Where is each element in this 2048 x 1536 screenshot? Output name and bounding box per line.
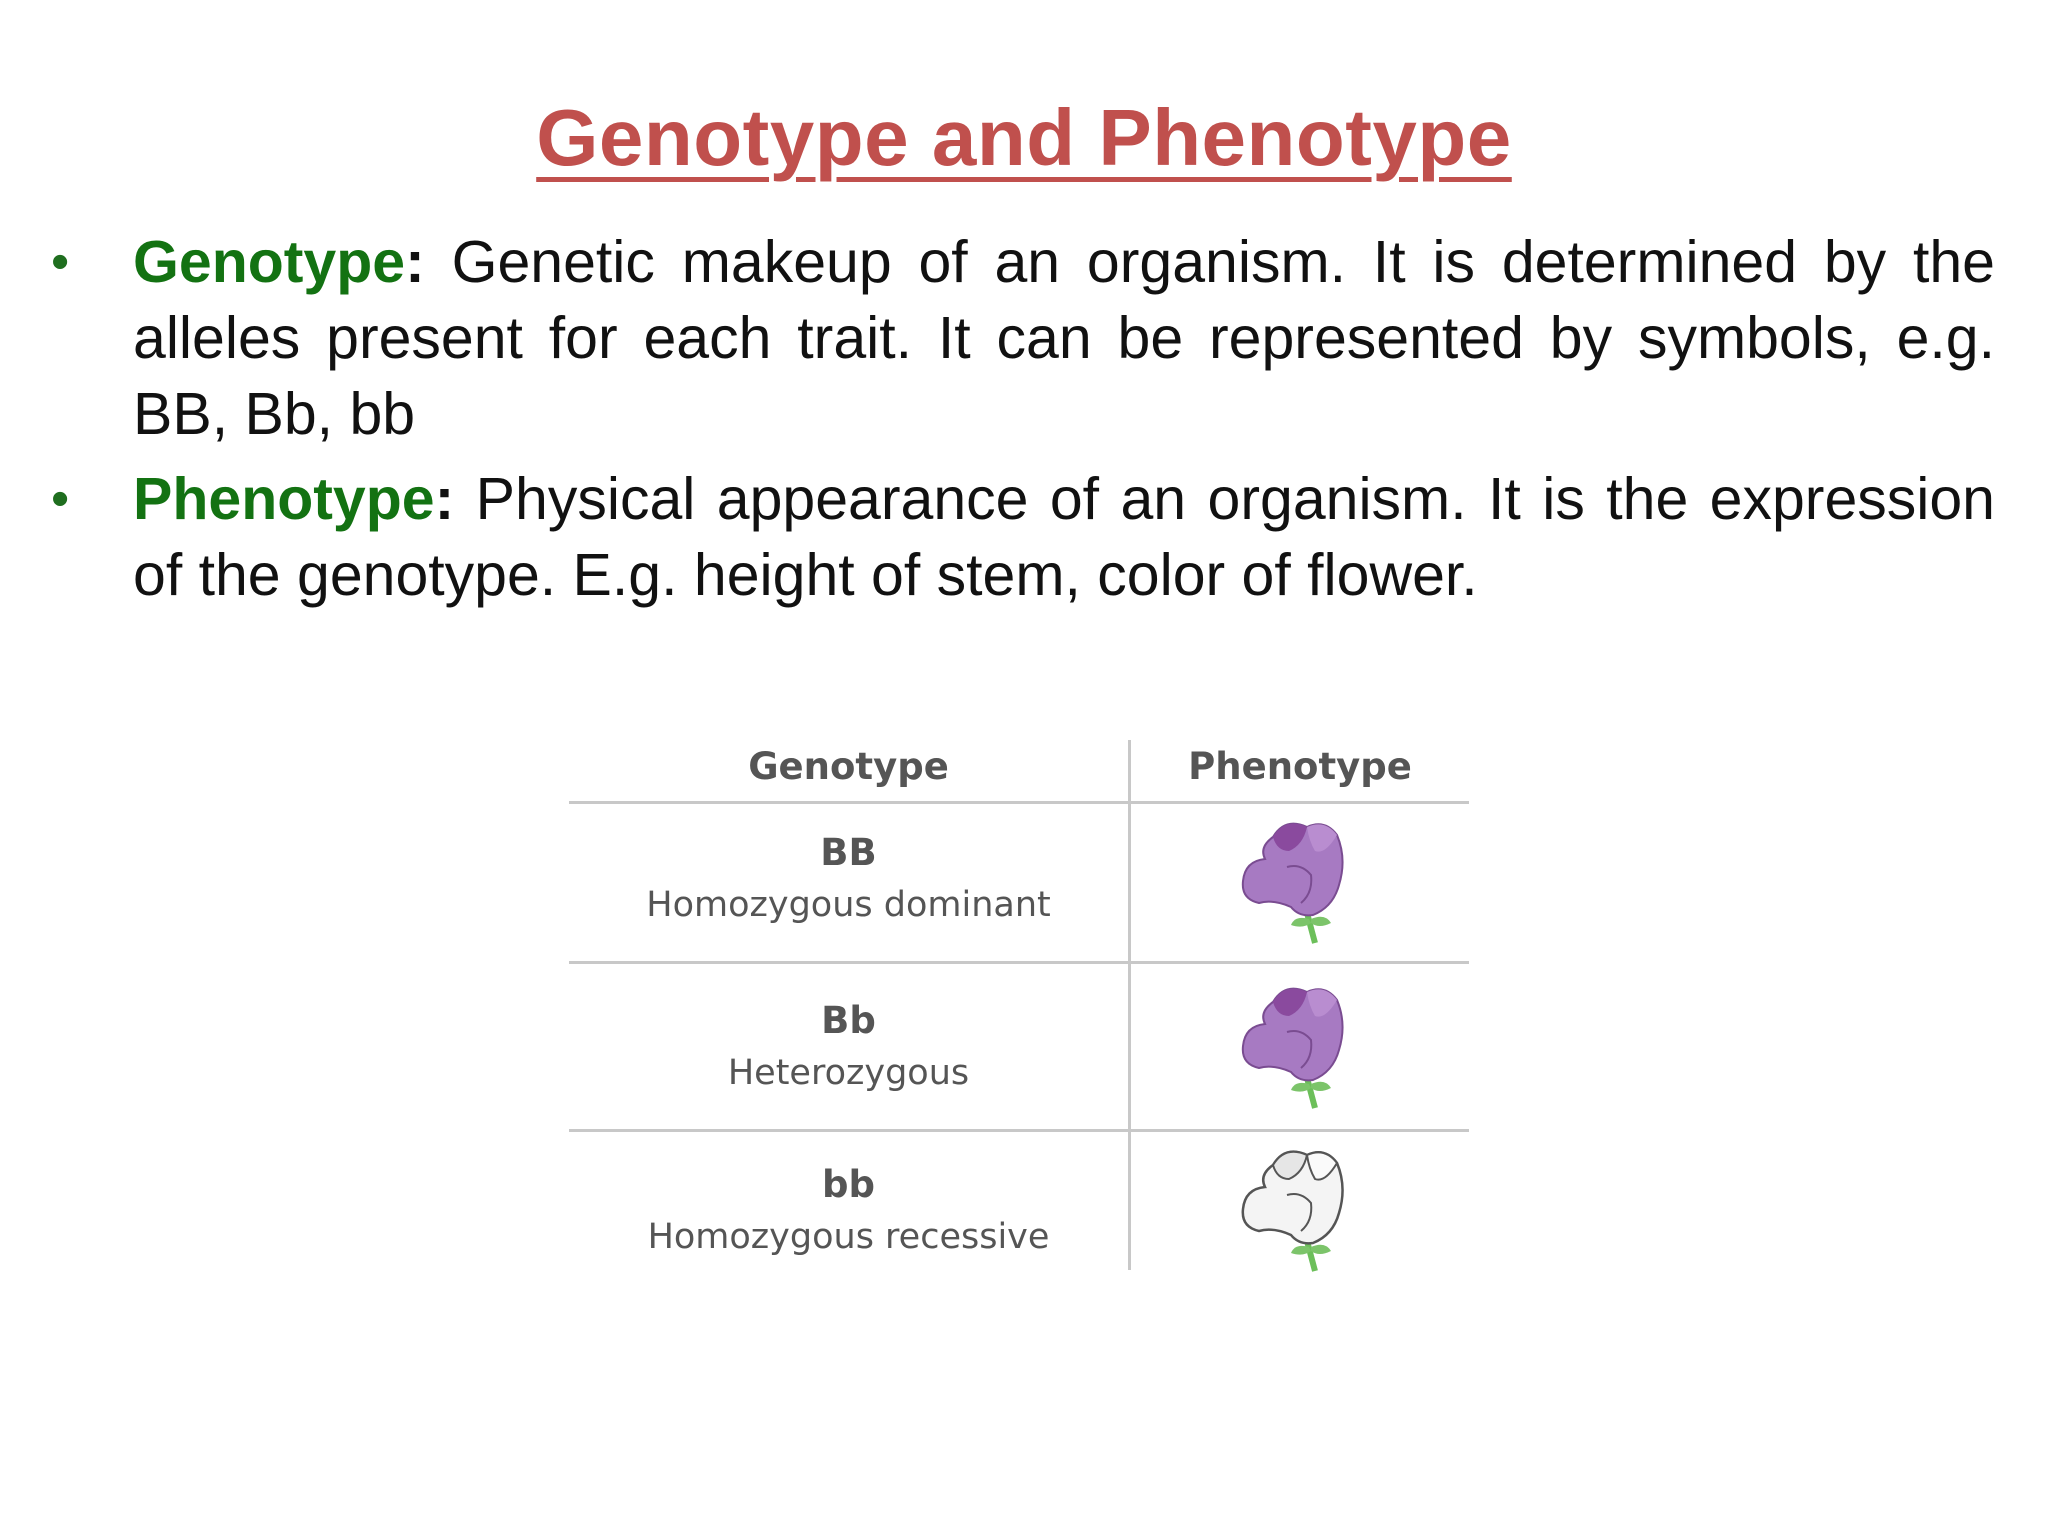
white-flower-icon <box>1229 1143 1359 1273</box>
definition-genotype: Genetic makeup of an organism. It is determined by the alleles present for each trait. It can be represented by symbols, e.g. BB, Bb, bb <box>133 229 1995 447</box>
definition-phenotype: Physical appearance of an organism. It is the expression of the genotype. E.g. height of stem, color of flower. <box>133 466 1995 608</box>
genotype-code: bb <box>822 1163 875 1206</box>
purple-flower-icon <box>1229 815 1359 945</box>
genotype-phenotype-table <box>569 735 1469 1270</box>
bullet-dot: • <box>51 470 70 528</box>
row-divider <box>569 1129 1469 1132</box>
header-genotype: Genotype <box>748 745 949 788</box>
header-divider <box>569 801 1469 804</box>
table-row-bb-dominant <box>569 827 1128 931</box>
row-divider <box>569 961 1469 964</box>
term-colon: : <box>405 229 425 295</box>
term-phenotype: Phenotype <box>133 466 435 532</box>
header-phenotype: Phenotype <box>1188 745 1412 788</box>
term-colon: : <box>434 466 455 532</box>
definition-list <box>0 224 2048 622</box>
genotype-description: Homozygous recessive <box>647 1217 1050 1257</box>
genotype-code: Bb <box>821 999 876 1042</box>
slide-title <box>0 92 2048 184</box>
purple-flower-icon <box>1229 980 1359 1110</box>
term-genotype: Genotype <box>133 229 406 295</box>
slide-title-text: Genotype and Phenotype <box>536 93 1512 182</box>
bullet-genotype <box>51 224 1995 452</box>
table-row-bb-heterozygous <box>569 995 1128 1099</box>
table-row-bb-recessive <box>569 1159 1128 1263</box>
bullet-dot: • <box>51 233 70 291</box>
bullet-phenotype <box>51 461 1995 613</box>
genotype-code: BB <box>820 831 877 874</box>
genotype-description: Heterozygous <box>727 1053 970 1093</box>
column-divider <box>1128 740 1131 1270</box>
genotype-description: Homozygous dominant <box>646 885 1051 925</box>
